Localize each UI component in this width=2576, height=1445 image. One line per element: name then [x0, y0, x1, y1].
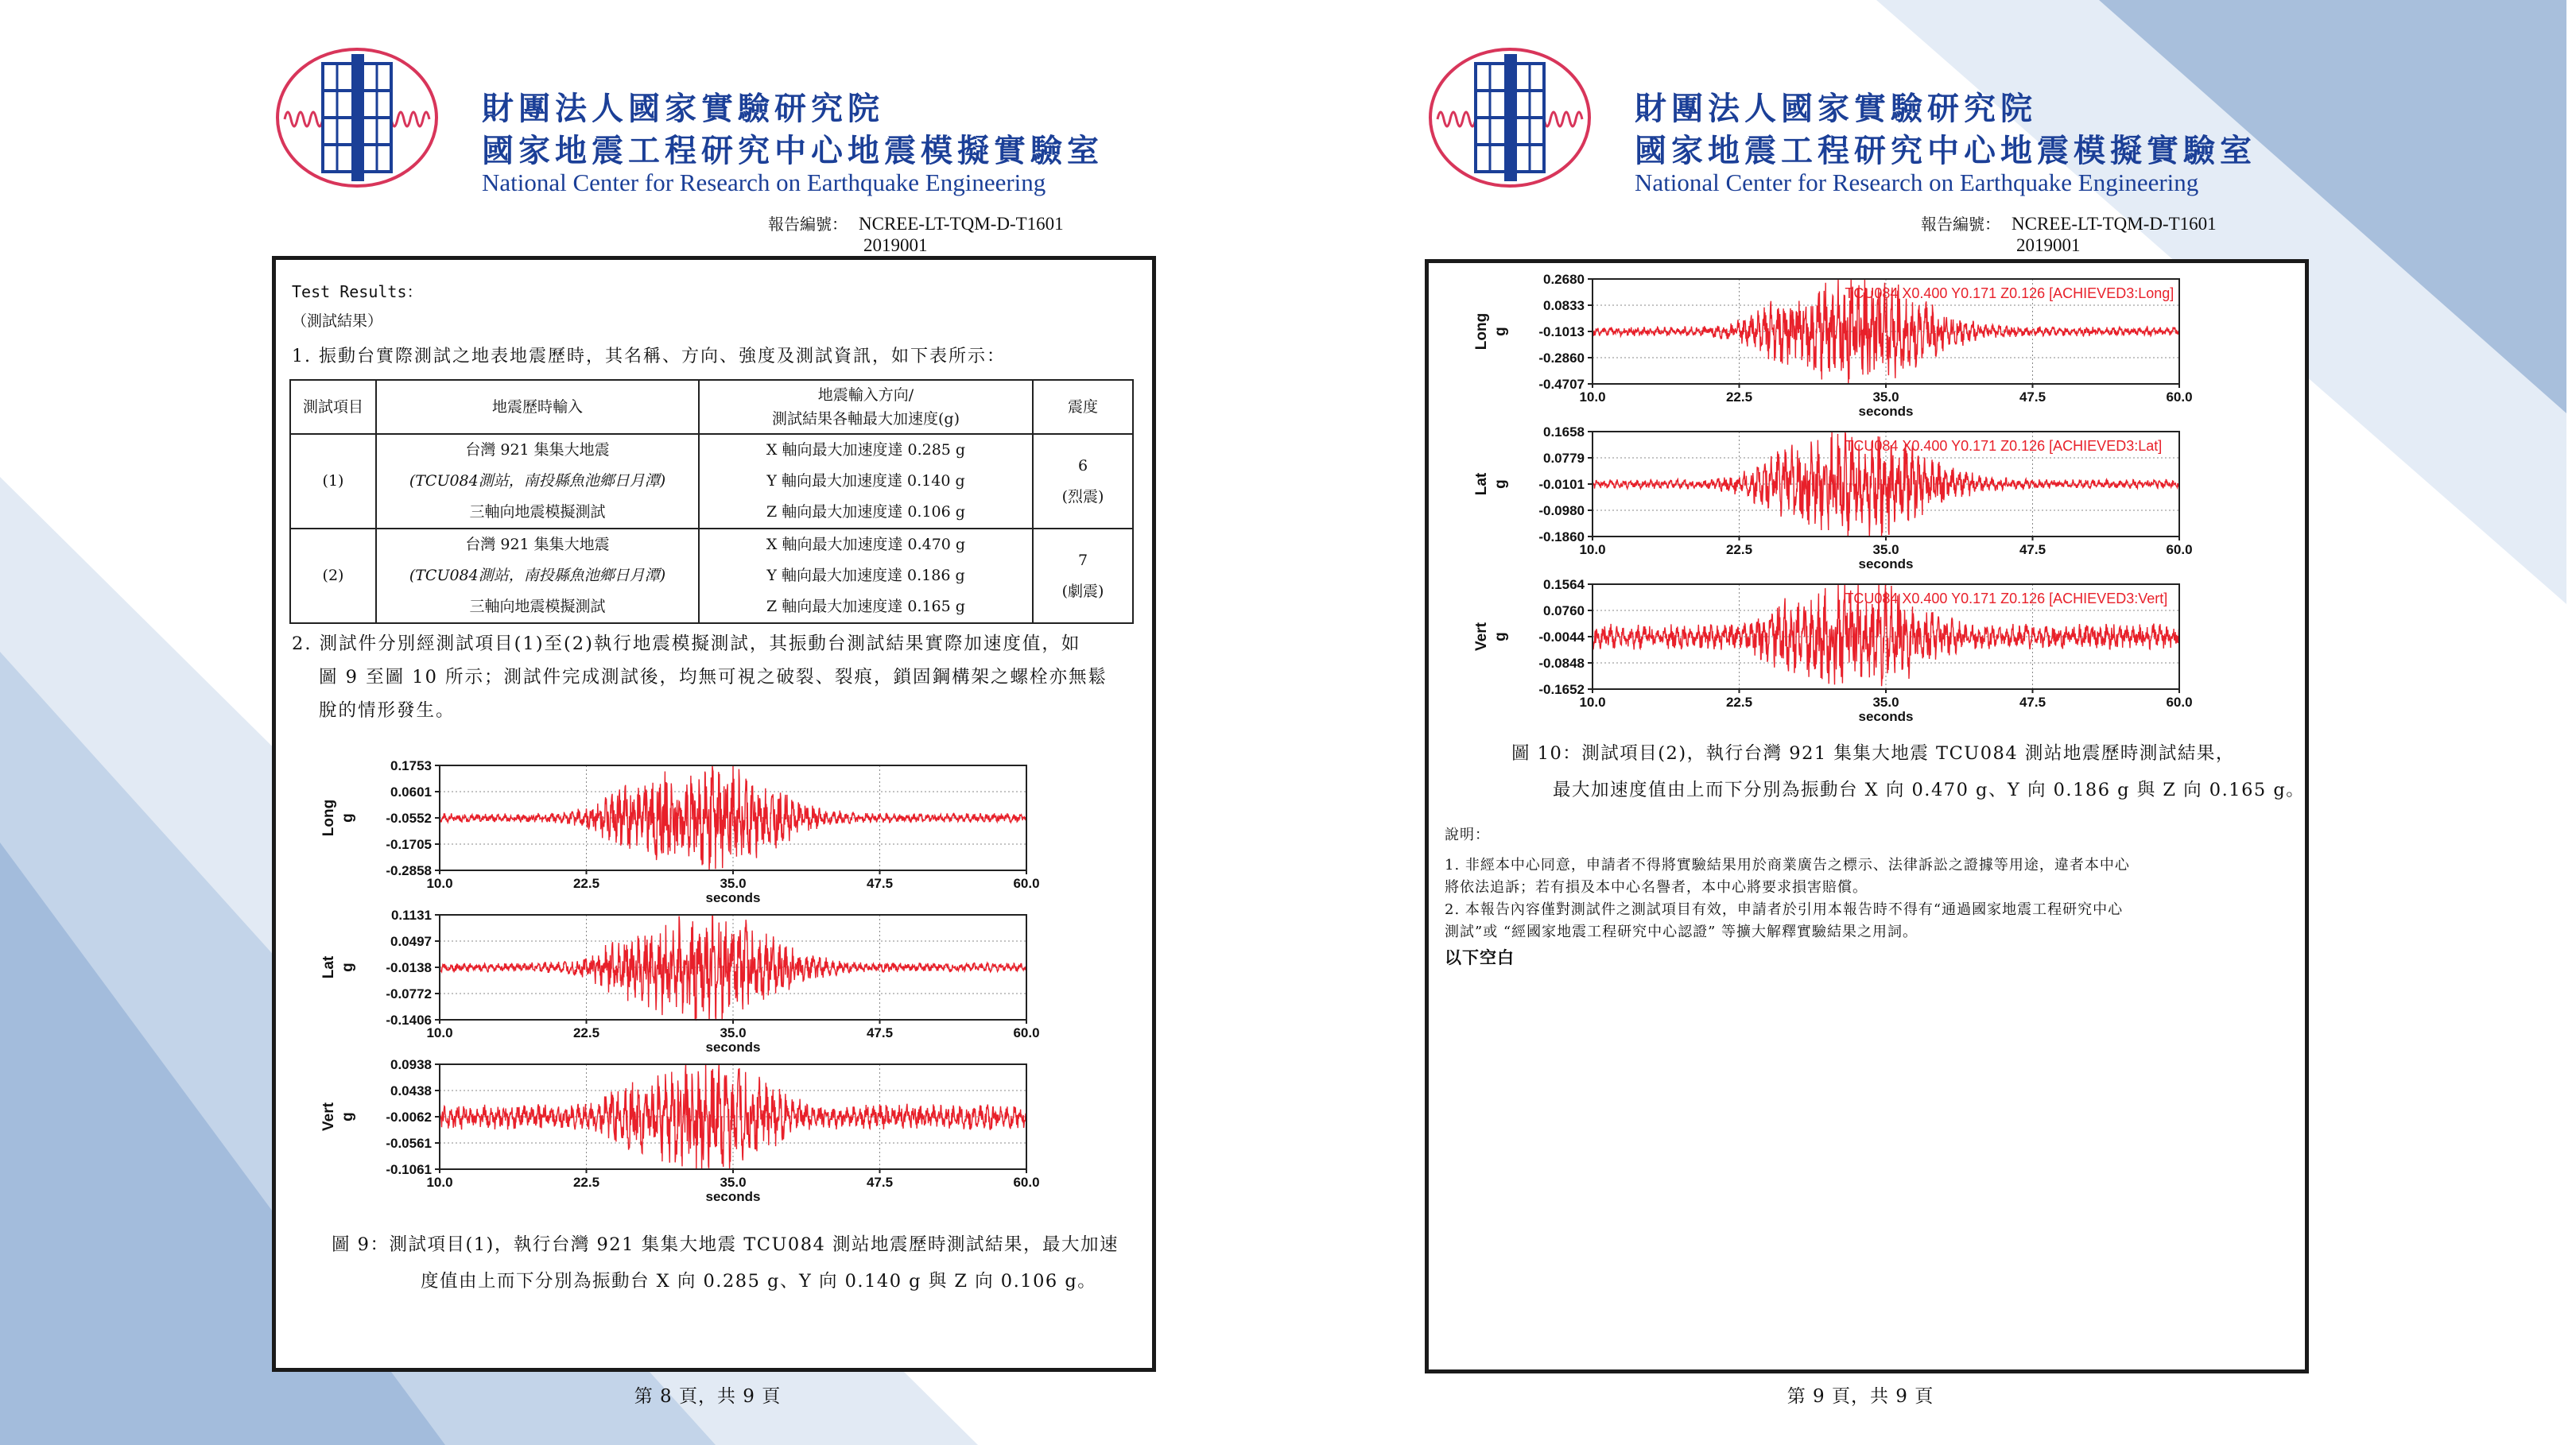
row2-eq-name: 台灣 921 集集大地震: [465, 536, 610, 553]
x-tick-label: 10.0: [1579, 695, 1606, 710]
x-tick-label: 60.0: [1013, 1175, 1040, 1190]
x-axis-label: seconds: [1858, 556, 1914, 571]
x-tick-label: 22.5: [572, 1175, 600, 1190]
y-axis-unit: g: [339, 963, 356, 972]
y-tick-label: -0.1406: [386, 1013, 432, 1028]
y-tick-label: -0.2858: [386, 863, 432, 878]
x-tick-label: 22.5: [572, 876, 600, 891]
report-page-9: [1383, 0, 2576, 1445]
y-axis-label: Long: [1473, 312, 1490, 351]
y-axis-unit: g: [1492, 327, 1509, 336]
x-axis-label: seconds: [1858, 404, 1914, 419]
y-axis-unit: g: [339, 1112, 356, 1122]
row2-intensity: [1033, 529, 1133, 623]
acceleration-chart-lat: [316, 908, 1040, 1055]
report-number-value: NCREE-LT-TQM-D-T1601: [859, 214, 1064, 234]
content-frame: [272, 256, 1156, 1372]
org-name-zh-2: 國家地震工程研究中心地震模擬實驗室: [1635, 132, 2256, 169]
x-tick-label: 10.0: [426, 1175, 453, 1190]
figure-10-caption: [1511, 735, 2305, 808]
x-tick-label: 35.0: [720, 1175, 747, 1190]
row2-station: (TCU084測站，南投縣魚池鄉日月潭): [409, 567, 666, 584]
x-tick-label: 47.5: [866, 1175, 894, 1190]
acceleration-chart-vert: [1468, 577, 2193, 724]
plot-annotation: TCU084 X0.400 Y0.171 Z0.126 [ACHIEVED3:Lat]: [1845, 438, 2163, 454]
item2-line: 2. 測試件分別經測試項目(1)至(2)執行地震模擬測試，其振動台測試結果實際加速度值，如: [292, 633, 1081, 654]
y-axis-unit: g: [1492, 479, 1509, 489]
row2-x: X 軸向最大加速度達 0.470 g: [766, 536, 966, 553]
col-header-intensity: 震度: [1033, 380, 1133, 434]
end-mark: 以下空白: [1445, 947, 1515, 967]
y-tick-label: 0.0779: [1543, 451, 1585, 466]
report-number-value: NCREE-LT-TQM-D-T1601: [2012, 214, 2217, 234]
y-axis-label: Vert: [1473, 622, 1490, 651]
item2-line: 脫的情形發生。: [319, 700, 456, 721]
acceleration-chart-long: [316, 758, 1040, 905]
x-tick-label: 22.5: [1725, 542, 1753, 557]
x-axis-label: seconds: [705, 890, 761, 905]
table-header-row: [290, 380, 1133, 434]
y-tick-label: 0.2680: [1543, 272, 1585, 287]
y-axis-unit: g: [1492, 632, 1509, 641]
row2-y: Y 軸向最大加速度達 0.186 g: [766, 567, 965, 584]
row1-z: Z 軸向最大加速度達 0.106 g: [766, 503, 965, 521]
figure-9-caption: [332, 1226, 1119, 1300]
y-tick-label: 0.0760: [1543, 603, 1585, 618]
report-number-year: 2019001: [863, 235, 928, 255]
row1-int-name: (烈震): [1061, 487, 1104, 506]
caption-line: 度值由上而下分別為振動台 X 向 0.285 g、Y 向 0.140 g 與 Z 向 0.106 g。: [421, 1271, 1097, 1292]
y-tick-label: -0.0772: [386, 986, 432, 1001]
y-tick-label: -0.1705: [386, 837, 432, 852]
y-tick-label: -0.0138: [386, 960, 432, 975]
y-tick-label: -0.0552: [386, 811, 432, 826]
page-header: [1383, 40, 2337, 199]
row2-input: [376, 529, 699, 623]
note-line: 將依法追訴；若有損及本中心名譽者，本中心將要求損害賠償。: [1445, 879, 1868, 896]
row1-test-type: 三軸向地震模擬測試: [469, 503, 606, 521]
caption-line: 圖 9：測試項目(1)，執行台灣 921 集集大地震 TCU084 測站地震歷時測試結果，最大加速: [332, 1234, 1119, 1255]
y-axis-unit: g: [339, 813, 356, 823]
table-row: [290, 434, 1133, 529]
acceleration-chart-long: [1468, 272, 2193, 419]
y-tick-label: 0.1131: [390, 908, 432, 923]
item2-line: 圖 9 至圖 10 所示；測試件完成測試後，均無可視之破裂、裂痕，鎖固鋼構架之螺栓亦無鬆: [319, 667, 1108, 688]
x-tick-label: 60.0: [1013, 1025, 1040, 1040]
content-frame: [1425, 259, 2309, 1373]
y-tick-label: -0.1652: [1538, 682, 1585, 697]
row2-int-value: 7: [1077, 551, 1088, 569]
plot-annotation: TCU084 X0.400 Y0.171 Z0.126 [ACHIEVED3:Long]: [1845, 285, 2174, 301]
x-axis-label: seconds: [705, 1040, 761, 1055]
y-tick-label: -0.1013: [1538, 324, 1585, 339]
row2-item: (2): [290, 529, 376, 623]
y-tick-label: -0.0848: [1538, 656, 1585, 671]
y-axis-label: Lat: [320, 955, 337, 979]
row1-int-value: 6: [1077, 456, 1088, 475]
caption-line: 最大加速度值由上而下分別為振動台 X 向 0.470 g、Y 向 0.186 g 與 Z 向 0.165 g。: [1553, 780, 2306, 800]
x-tick-label: 47.5: [866, 876, 894, 891]
x-tick-label: 10.0: [426, 1025, 453, 1040]
y-tick-label: 0.0833: [1543, 298, 1585, 313]
note-line: 測試”或 “經國家地震工程研究中心認證” 等擴大解釋實驗結果之用詞。: [1445, 924, 1918, 940]
note-line: 1. 非經本中心同意，申請者不得將實驗結果用於商業廣告之標示、法律訴訟之證據等用途，違者本中心: [1445, 857, 2130, 874]
y-tick-label: 0.0438: [390, 1083, 432, 1098]
y-tick-label: -0.0561: [386, 1136, 432, 1151]
y-tick-label: -0.1061: [386, 1162, 432, 1177]
results-table: [289, 379, 1134, 624]
org-name-zh-2: 國家地震工程研究中心地震模擬實驗室: [482, 132, 1104, 169]
x-tick-label: 47.5: [2019, 542, 2046, 557]
x-tick-label: 35.0: [720, 876, 747, 891]
test-results-zh: （測試結果）: [292, 312, 383, 330]
y-axis-label: Lat: [1473, 472, 1490, 496]
row1-input: [376, 434, 699, 529]
row2-accel: [699, 529, 1033, 623]
acceleration-chart-lat: [1468, 424, 2193, 571]
ncree-logo-icon: [1426, 46, 1593, 189]
x-tick-label: 10.0: [1579, 389, 1606, 405]
x-tick-label: 35.0: [1872, 695, 1899, 710]
row2-test-type: 三軸向地震模擬測試: [469, 598, 606, 615]
report-number-year: 2019001: [2016, 235, 2081, 255]
row1-item: (1): [290, 434, 376, 529]
y-tick-label: 0.0497: [390, 934, 432, 949]
row1-y: Y 軸向最大加速度達 0.140 g: [766, 472, 965, 490]
y-tick-label: -0.2860: [1538, 351, 1585, 366]
notes-title: 說明：: [1445, 827, 1490, 843]
col-header-direction-l2: 測試結果各軸最大加速度(g): [772, 410, 960, 428]
row2-z: Z 軸向最大加速度達 0.165 g: [766, 598, 965, 615]
org-name-en: National Center for Research on Earthquake Engineering: [482, 169, 1046, 196]
col-header-direction: [699, 380, 1033, 434]
report-page-8: [231, 0, 1423, 1445]
row1-accel: [699, 434, 1033, 529]
x-tick-label: 35.0: [720, 1025, 747, 1040]
org-name-zh-1: 財團法人國家實驗研究院: [482, 90, 884, 127]
report-number: [768, 211, 1064, 234]
x-tick-label: 22.5: [572, 1025, 600, 1040]
x-tick-label: 47.5: [2019, 389, 2046, 405]
x-axis-label: seconds: [705, 1189, 761, 1204]
y-tick-label: 0.1564: [1543, 577, 1585, 592]
y-tick-label: -0.0044: [1538, 630, 1585, 645]
y-tick-label: 0.1753: [390, 758, 432, 773]
y-tick-label: -0.4707: [1538, 377, 1585, 392]
acceleration-chart-vert: [316, 1057, 1040, 1204]
result-item-2: [292, 627, 1108, 727]
org-name-zh-1: 財團法人國家實驗研究院: [1635, 90, 2037, 127]
y-axis-label: Long: [320, 799, 337, 837]
y-tick-label: -0.0980: [1538, 503, 1585, 518]
x-tick-label: 60.0: [1013, 876, 1040, 891]
test-results-en: Test Results：: [292, 282, 423, 301]
note-line: 2. 本報告內容僅對測試件之測試項目有效，申請者於引用本報告時不得有“通過國家地震工程研究中心: [1445, 901, 2124, 918]
col-header-input: 地震歷時輸入: [376, 380, 699, 434]
y-tick-label: -0.0101: [1538, 477, 1585, 492]
x-tick-label: 60.0: [2166, 695, 2193, 710]
y-tick-label: -0.1860: [1538, 529, 1585, 544]
table-row: [290, 529, 1133, 623]
row1-station: (TCU084測站，南投縣魚池鄉日月潭): [409, 472, 666, 490]
x-tick-label: 10.0: [426, 876, 453, 891]
col-header-direction-l1: 地震輸入方向/: [817, 386, 914, 404]
row1-x: X 軸向最大加速度達 0.285 g: [766, 441, 966, 459]
y-tick-label: 0.0601: [390, 784, 432, 800]
notes-section: [1445, 824, 2130, 969]
x-tick-label: 60.0: [2166, 542, 2193, 557]
report-number-label: 報告編號：: [768, 215, 848, 234]
page-number: 第 8 頁，共 9 頁: [634, 1386, 782, 1407]
x-tick-label: 47.5: [866, 1025, 894, 1040]
y-axis-label: Vert: [320, 1102, 337, 1131]
row2-int-name: (劇震): [1061, 582, 1104, 600]
caption-line: 圖 10：測試項目(2)，執行台灣 921 集集大地震 TCU084 測站地震歷時測試結果，: [1511, 743, 2235, 764]
x-tick-label: 10.0: [1579, 542, 1606, 557]
row1-eq-name: 台灣 921 集集大地震: [465, 441, 610, 459]
page-number: 第 9 頁，共 9 頁: [1787, 1386, 1934, 1407]
y-tick-label: 0.0938: [390, 1057, 432, 1072]
col-header-item: 測試項目: [290, 380, 376, 434]
y-tick-label: 0.1658: [1543, 424, 1585, 440]
ncree-logo-icon: [274, 46, 440, 189]
x-tick-label: 60.0: [2166, 389, 2193, 405]
report-number: [1921, 211, 2217, 234]
x-tick-label: 22.5: [1725, 389, 1753, 405]
row1-intensity: [1033, 434, 1133, 529]
x-tick-label: 22.5: [1725, 695, 1753, 710]
x-tick-label: 35.0: [1872, 542, 1899, 557]
x-tick-label: 35.0: [1872, 389, 1899, 405]
y-tick-label: -0.0062: [386, 1110, 432, 1125]
x-tick-label: 47.5: [2019, 695, 2046, 710]
result-item-1: 1. 振動台實際測試之地表地震歷時，其名稱、方向、強度及測試資訊，如下表所示：: [292, 347, 1006, 366]
report-number-label: 報告編號：: [1921, 215, 2000, 234]
page-header: [231, 40, 1185, 199]
org-name-en: National Center for Research on Earthquake Engineering: [1635, 169, 2199, 196]
x-axis-label: seconds: [1858, 709, 1914, 724]
plot-annotation: TCU084 X0.400 Y0.171 Z0.126 [ACHIEVED3:Vert]: [1845, 591, 2168, 606]
